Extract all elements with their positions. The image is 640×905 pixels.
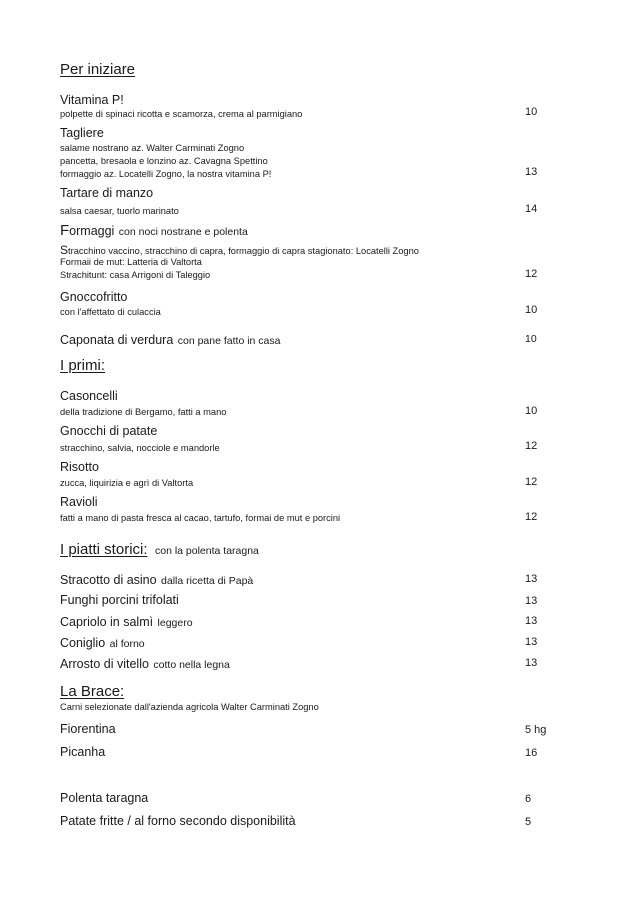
dish-description: della tradizione di Bergamo, fatti a mano — [60, 407, 227, 417]
section-title-i-primi: I primi: — [60, 357, 105, 374]
dish-description: salsa caesar, tuorlo marinato — [60, 206, 179, 216]
dish-price: 16 — [525, 747, 538, 759]
dish-name: Risotto — [60, 460, 99, 474]
dish-name-initial: F — [60, 222, 70, 239]
dish-description: pancetta, bresaola e lonzino az. Cavagna Spettino — [60, 156, 268, 166]
dish-price: 5 — [525, 816, 532, 828]
dish-name-note: leggero — [157, 617, 193, 629]
dish-name-main: Coniglio — [60, 636, 106, 650]
dish-name: Casoncelli — [60, 389, 118, 403]
description-initial: S — [60, 243, 69, 257]
dish-name: Tartare di manzo — [60, 186, 154, 200]
dish-name-note: al forno — [109, 638, 145, 650]
dish-name: Vitamina P! — [60, 93, 124, 107]
dish-name: Gnocchi di patate — [60, 424, 158, 438]
dish-name-main: Capriolo in salmì — [60, 615, 154, 629]
dish-price: 13 — [525, 636, 538, 648]
dish-name: Tagliere — [60, 126, 104, 140]
section-title-per-iniziare: Per iniziare — [60, 61, 136, 78]
dish-name-rest: ormaggi — [69, 224, 115, 238]
dish-name-main: Stracotto di asino — [60, 573, 157, 587]
dish-description: Strachitunt: casa Arrigoni di Taleggio — [60, 270, 211, 280]
section-title-piatti-storici: I piatti storici: — [60, 541, 148, 558]
dish-price: 6 — [525, 793, 532, 805]
dish-name: Gnoccofritto — [60, 290, 128, 304]
dish-name — [60, 655, 230, 673]
dish-price: 13 — [525, 657, 538, 669]
dish-description: Formaii de mut: Latteria di Valtorta — [60, 257, 202, 267]
dish-description: stracchino, salvia, nocciole e mandorle — [60, 443, 220, 453]
dish-name-note: con pane fatto in casa — [177, 335, 281, 347]
dish-price: 10 — [525, 106, 538, 118]
dish-price: 13 — [525, 573, 538, 585]
dish-description: zucca, liquirizia e agrì di Valtorta — [60, 478, 194, 488]
dish-name-note: con noci nostrane e polenta — [118, 226, 248, 238]
dish-description: formaggio az. Locatelli Zogno, la nostra vitamina P! — [60, 169, 272, 179]
dish-price: 14 — [525, 203, 538, 215]
dish-price: 12 — [525, 440, 538, 452]
dish-name-main: Caponata di verdura — [60, 333, 174, 347]
description-rest: tracchino vaccino, stracchino di capra, formaggio di capra stagionato: Locatelli Zogno — [68, 246, 419, 256]
dish-price: 10 — [525, 304, 538, 316]
dish-price: 12 — [525, 511, 538, 523]
dish-name: Fiorentina — [60, 722, 116, 736]
dish-name-note: dalla ricetta di Papà — [161, 575, 254, 587]
section-note: con la polenta taragna — [154, 545, 259, 557]
dish-price: 10 — [525, 333, 537, 345]
dish-price: 12 — [525, 476, 538, 488]
dish-price: 12 — [525, 268, 538, 280]
section-header-piatti-storici — [60, 541, 259, 559]
dish-description: salame nostrano az. Walter Carminati Zogno — [60, 143, 245, 153]
dish-name: Patate fritte / al forno secondo disponibilità — [60, 814, 296, 828]
dish-price: 13 — [525, 595, 538, 607]
dish-price: 13 — [525, 166, 538, 178]
dish-name: Ravioli — [60, 495, 98, 509]
dish-name — [60, 634, 145, 652]
dish-description: fatti a mano di pasta fresca al cacao, tartufo, formai de mut e porcini — [60, 513, 341, 523]
dish-name-main: Arrosto di vitello — [60, 657, 149, 671]
dish-price: 13 — [525, 615, 538, 627]
section-title-la-brace: La Brace: — [60, 683, 125, 700]
dish-name-note: cotto nella legna — [153, 659, 230, 671]
dish-name — [60, 571, 253, 589]
section-note: Carni selezionate dall'azienda agricola Walter Carminati Zogno — [60, 702, 319, 712]
dish-name — [60, 222, 248, 240]
dish-name: Picanha — [60, 745, 106, 759]
dish-description: polpette di spinaci ricotta e scamorza, crema al parmigiano — [60, 109, 303, 119]
dish-name: Funghi porcini trifolati — [60, 593, 179, 607]
dish-name: Polenta taragna — [60, 791, 149, 805]
dish-description: con l'affettato di culaccia — [60, 307, 161, 317]
dish-price: 5 hg — [525, 724, 547, 736]
dish-name — [60, 613, 193, 631]
dish-name — [60, 331, 280, 349]
dish-price: 10 — [525, 405, 538, 417]
